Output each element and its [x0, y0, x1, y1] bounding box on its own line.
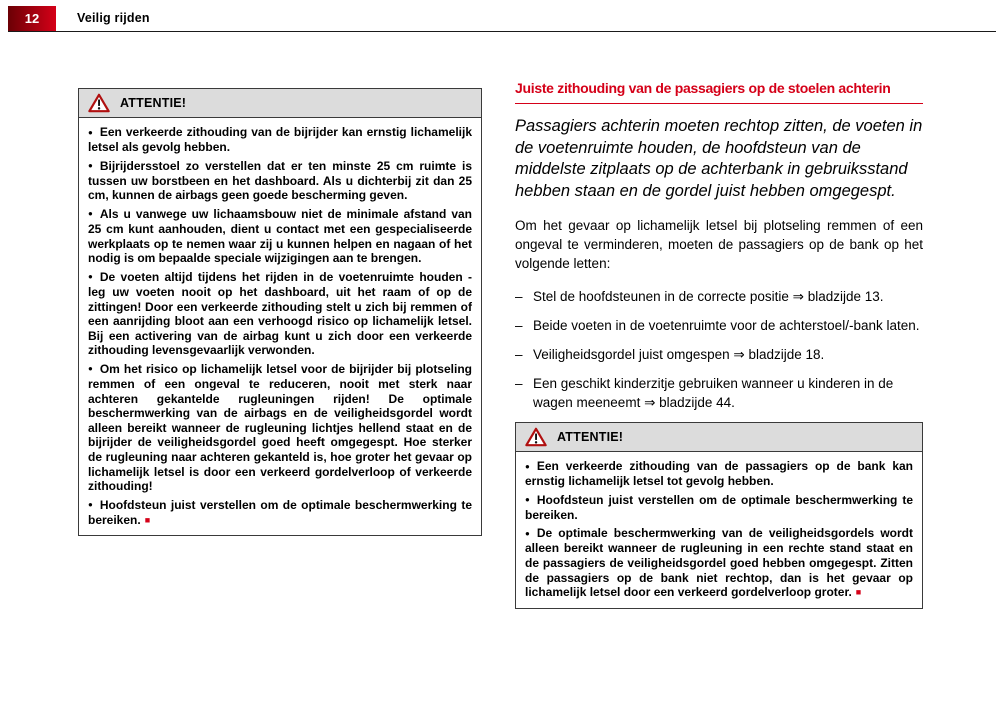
- page-number-badge: 12: [8, 6, 56, 31]
- end-of-section-marker: ■: [144, 514, 151, 525]
- section-heading: Juiste zithouding van de passagiers op de stoelen achterin: [515, 80, 923, 104]
- attention-box-front-passenger: [78, 88, 482, 536]
- bullet-icon: ●: [88, 161, 93, 171]
- instruction-item: [515, 316, 923, 335]
- attention-box-body: [516, 452, 922, 608]
- bullet-icon: ●: [88, 364, 93, 374]
- bullet-icon: ●: [525, 495, 530, 505]
- attention-box-header: [516, 423, 922, 452]
- warning-item: [525, 459, 913, 489]
- bullet-icon: ●: [525, 528, 530, 538]
- warning-item: [88, 207, 472, 266]
- dash-bullet: –: [515, 289, 523, 304]
- instruction-item: [515, 374, 923, 412]
- instruction-item-text: Beide voeten in de voetenruimte voor de achterstoel/-bank laten.: [533, 318, 920, 333]
- warning-item: [88, 270, 472, 358]
- bullet-icon: ●: [88, 272, 93, 282]
- warning-item-text: Een verkeerde zithouding van de bijrijder kan ernstig lichamelijk letsel als gevolg hebben.: [88, 125, 472, 155]
- warning-item-text: Bijrijdersstoel zo verstellen dat er ten minste 25 cm ruimte is tussen uw borstbeen en het dashboard. Als u dichterbij zit dan 25 cm, kunnen de airbags geen goede bescherming geven.: [88, 158, 472, 203]
- bullet-icon: ●: [525, 461, 530, 471]
- warning-item-text: De optimale beschermwerking van de veiligheidsgordels wordt alleen bereikt wanneer de rugleuning in een rechte stand staat en de passagiers de veiligheidsgordel goed hebben omgegespt. Zitten de passagiers op de bank niet rechtop, dan is het gevaar op lichamelijk letsel door een verkeerd gordelverloop groter.: [525, 526, 913, 600]
- attention-box-body: [79, 118, 481, 535]
- warning-item: [525, 526, 913, 599]
- warning-triangle-icon: [88, 93, 110, 113]
- warning-item-text: Als u vanwege uw lichaamsbouw niet de minimale afstand van 25 cm kunt aanhouden, dient u contact met een gespecialiseerde werkplaats op te nemen waar zij u kunnen helpen en nagaan of het nodig is om bepaalde speciale wijzigingen aan te brengen.: [88, 206, 472, 266]
- warning-item-text: Om het risico op lichamelijk letsel voor de bijrijder bij plotseling remmen of een ongeval te reduceren, nooit met sterk naar achteren gekantelde rugleuningen rijden! De optimale beschermwerking van de airbags en de veiligheidsgordel wordt alleen bereikt wanneer de rugleuning lichtjes hellend staat en de bijrijder de veiligheidsgordel goed heeft omgegespt. Hoe sterker de rugleuning naar achteren gekanteld is, hoe groter het gevaar op lichamelijk letsel is door een verkeerd gordelverloop of verkeerde zithouding!: [88, 361, 472, 494]
- warning-item: [525, 493, 913, 523]
- dash-bullet: –: [515, 376, 523, 391]
- lead-paragraph: Passagiers achterin moeten rechtop zitten, de voeten in de voetenruimte houden, de hoofdsteun van de middelste zitplaats op de achterbank in gebruiksstand hebben staan en de gordel juist hebben omgegespt.: [515, 117, 923, 200]
- instruction-item: [515, 287, 923, 306]
- header-rule: [8, 31, 996, 32]
- attention-box-title: ATTENTIE!: [557, 430, 624, 444]
- warning-item: [88, 125, 472, 155]
- attention-box-header: [79, 89, 481, 118]
- dash-bullet: –: [515, 347, 523, 362]
- attention-box-rear-passengers: [515, 422, 923, 609]
- warning-item-text: De voeten altijd tijdens het rijden in de voetenruimte houden - leg uw voeten nooit op het dashboard, uit het raam of op de zittingen! Door een verkeerde zithouding stelt u zich bij remmen of een aanrijding bloot aan een verhoogd risico op lichamelijk letsel. Bij een activering van de airbag kunt u zich door een verkeerde zithouding levensgevaarlijk verwonden.: [88, 269, 472, 358]
- bullet-icon: ●: [88, 209, 93, 219]
- warning-item-text: Hoofdsteun juist verstellen om de optimale beschermwerking te bereiken.: [88, 497, 472, 527]
- dash-bullet: –: [515, 318, 523, 333]
- instruction-item-text: Een geschikt kinderzitje gebruiken wanneer u kinderen in de wagen meeneemt ⇒ bladzijde 44.: [533, 376, 894, 410]
- bullet-icon: ●: [88, 500, 93, 510]
- chapter-title: Veilig rijden: [77, 11, 150, 25]
- end-of-section-marker: ■: [855, 587, 862, 598]
- attention-box-title: ATTENTIE!: [120, 96, 187, 110]
- warning-item-text: Een verkeerde zithouding van de passagiers op de bank kan ernstig lichamelijk letsel tot gevolg hebben.: [525, 459, 913, 489]
- warning-item: [88, 498, 472, 528]
- right-column: [515, 80, 923, 609]
- warning-item: [88, 159, 472, 203]
- warning-triangle-icon: [525, 427, 547, 447]
- warning-item-text: Hoofdsteun juist verstellen om de optimale beschermwerking te bereiken.: [525, 492, 913, 522]
- instruction-item-text: Veiligheidsgordel juist omgespen ⇒ bladzijde 18.: [533, 347, 825, 362]
- intro-paragraph: Om het gevaar op lichamelijk letsel bij plotseling remmen of een ongeval te verminderen, moeten de passagiers op de bank op het volgende letten:: [515, 218, 923, 271]
- instruction-item: [515, 345, 923, 364]
- instruction-item-text: Stel de hoofdsteunen in de correcte positie ⇒ bladzijde 13.: [533, 289, 884, 304]
- warning-item: [88, 362, 472, 494]
- instruction-list: [515, 287, 923, 412]
- left-column: [78, 88, 482, 536]
- bullet-icon: ●: [88, 127, 93, 137]
